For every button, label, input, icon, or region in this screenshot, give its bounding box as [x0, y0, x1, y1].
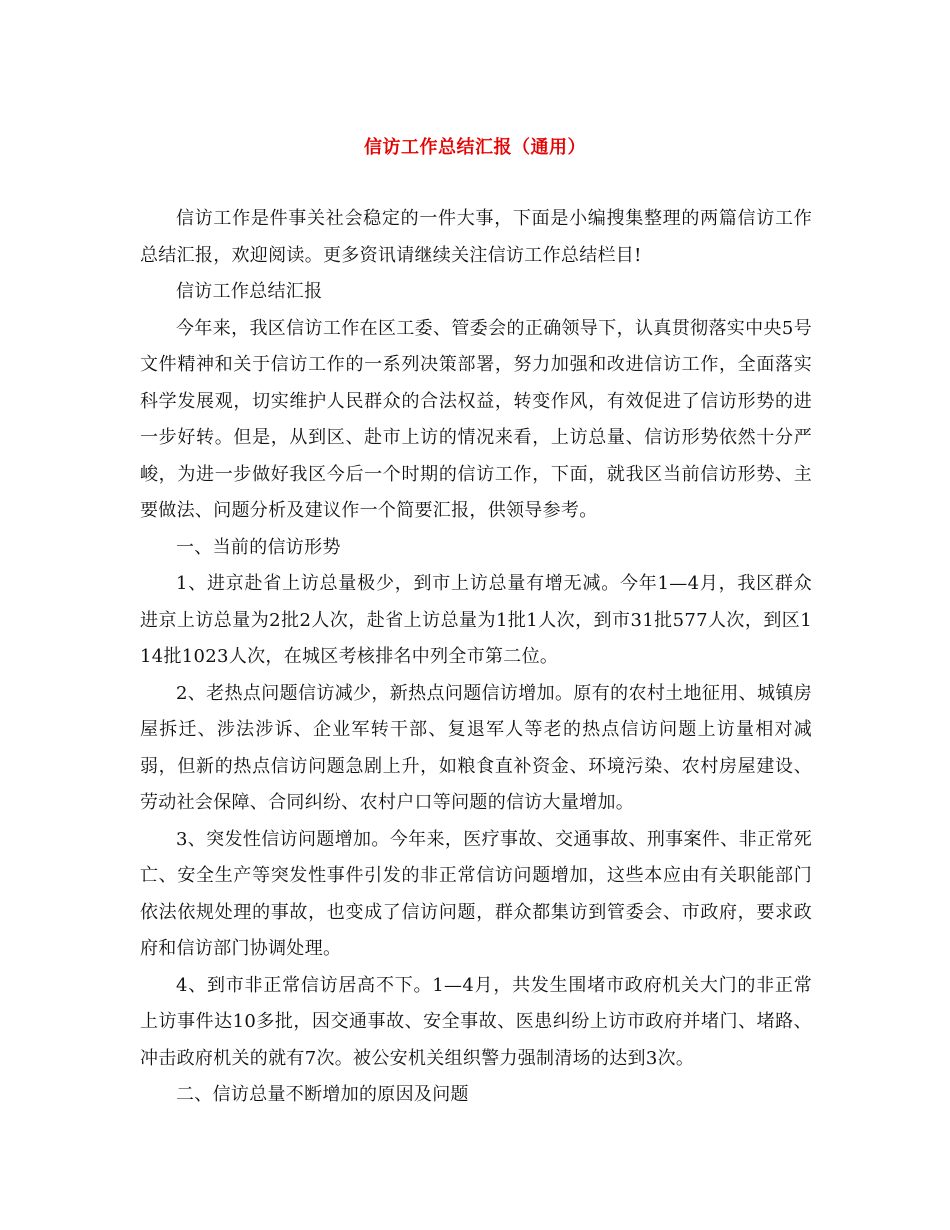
- intro-paragraph: 信访工作是件事关社会稳定的一件大事，下面是小编搜集整理的两篇信访工作总结汇报，欢迎阅读。更多资讯请继续关注信访工作总结栏目!: [140, 208, 812, 266]
- point-2-paragraph: 2、老热点问题信访减少，新热点问题信访增加。原有的农村土地征用、城镇房屋拆迁、涉法涉诉、企业军转干部、复退军人等老的热点信访问题上访量相对减弱，但新的热点信访问题急剧上升，如粮食直补资金、环境污染、农村房屋建设、劳动社会保障、合同纠纷、农村户口等问题的信访大量增加。: [140, 682, 812, 813]
- overview-paragraph: 今年来，我区信访工作在区工委、管委会的正确领导下，认真贯彻落实中央5号文件精神和关于信访工作的一系列决策部署，努力加强和改进信访工作，全面落实科学发展观，切实维护人民群众的合法权益，转变作风，有效促进了信访形势的进一步好转。但是，从到区、赴市上访的情况来看，上访总量、信访形势依然十分严峻，为进一步做好我区今后一个时期的信访工作，下面，就我区当前信访形势、主要做法、问题分析及建议作一个简要汇报，供领导参考。: [140, 317, 812, 521]
- section-heading-situation: 一、当前的信访形势: [176, 536, 341, 558]
- point-1-paragraph: 1、进京赴省上访总量极少，到市上访总量有增无减。今年1—4月，我区群众进京上访总量为2批2人次，赴省上访总量为1批1人次，到市31批577人次，到区114批1023人次，在城区考核排名中列全市第二位。: [140, 573, 812, 667]
- point-4-paragraph: 4、到市非正常信访居高不下。1—4月，共发生围堵市政府机关大门的非正常上访事件达10多批，因交通事故、安全事故、医患纠纷上访市政府并堵门、堵路、冲击政府机关的就有7次。被公安机关组织警力强制清场的达到3次。: [140, 974, 812, 1069]
- document-body: [140, 201, 812, 1114]
- point-3-paragraph: 3、突发性信访问题增加。今年来，医疗事故、交通事故、刑事案件、非正常死亡、安全生产等突发性事件引发的非正常信访问题增加，这些本应由有关职能部门依法依规处理的事故，也变成了信访问题，群众都集访到管委会、市政府，要求政府和信访部门协调处理。: [140, 828, 812, 959]
- section-heading-causes: 二、信访总量不断增加的原因及问题: [176, 1084, 469, 1105]
- document-title: 信访工作总结汇报（通用）: [364, 137, 586, 158]
- section-heading-report: 信访工作总结汇报: [176, 281, 323, 302]
